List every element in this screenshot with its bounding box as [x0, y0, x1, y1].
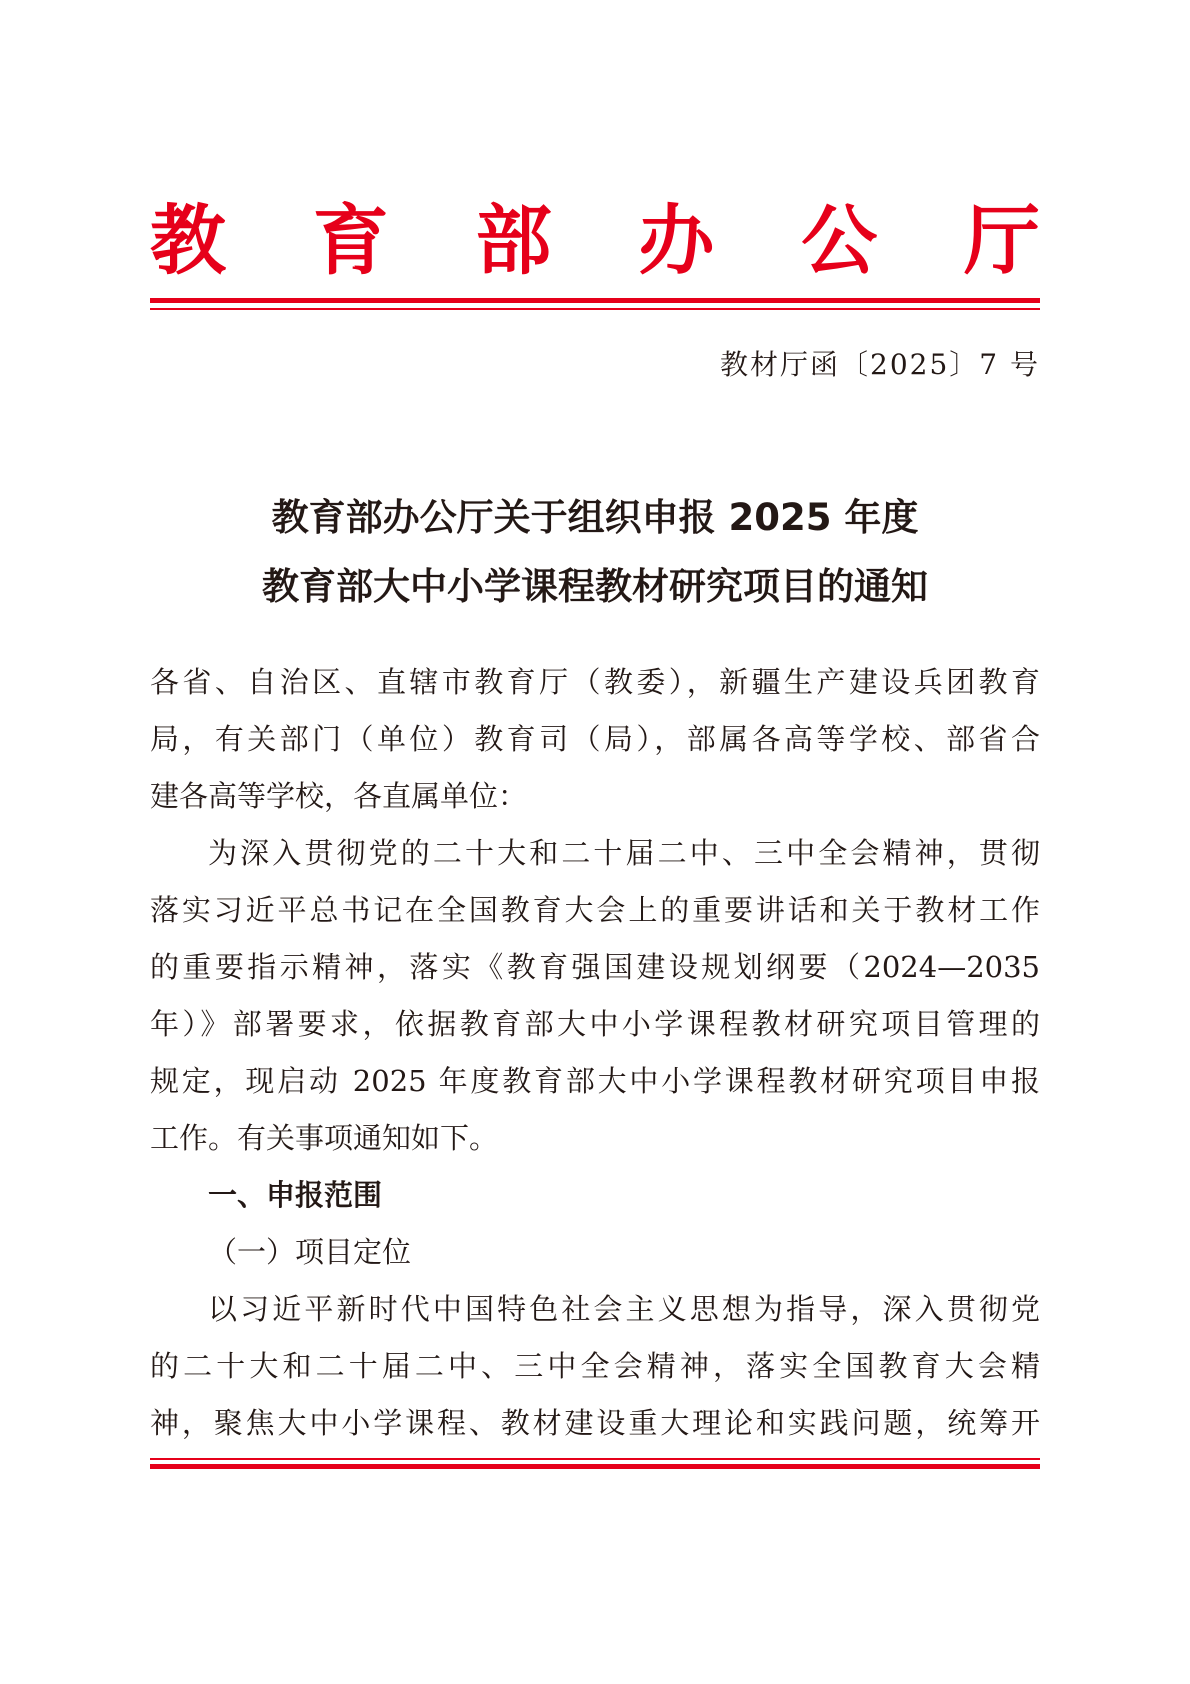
document-title-line-2: 教育部大中小学课程教材研究项目的通知: [262, 565, 928, 608]
recipients-line: 各省、自治区、直辖市教育厅（教委），新疆生产建设兵团教育: [150, 665, 1040, 699]
header-red-rule-thick: [150, 298, 1040, 303]
masthead-char: 公: [801, 196, 878, 285]
intro-line: 规定，现启动 2025 年度教育部大中小学课程教材研究项目申报: [150, 1064, 1040, 1098]
intro-line: 为深入贯彻党的二十大和二十届二中、三中全会精神，贯彻: [208, 836, 1040, 870]
intro-line: 落实习近平总书记在全国教育大会上的重要讲话和关于教材工作: [150, 893, 1040, 927]
document-number: 教材厅函〔2025〕7 号: [720, 348, 1040, 381]
intro-line: 年）》部署要求，依据教育部大中小学课程教材研究项目管理的: [150, 1007, 1040, 1041]
footer-red-rule-thick: [150, 1464, 1040, 1469]
positioning-line: 的二十大和二十届二中、三中全会精神，落实全国教育大会精: [150, 1349, 1040, 1383]
section-heading: 一、申报范围: [208, 1178, 383, 1212]
masthead-char: 办: [638, 196, 715, 285]
masthead-char: 厅: [963, 196, 1040, 285]
footer-red-rule-thin: [150, 1458, 1040, 1460]
masthead-char: 部: [475, 196, 552, 285]
intro-line: 的重要指示精神，落实《教育强国建设规划纲要（2024—2035: [150, 950, 1040, 984]
masthead-char: 育: [312, 196, 389, 285]
intro-line: 工作。有关事项通知如下。: [150, 1121, 499, 1155]
masthead-char: 教: [150, 196, 226, 285]
header-red-rule-thin: [150, 308, 1040, 310]
recipients-line: 局，有关部门（单位）教育司（局），部属各高等学校、部省合: [150, 722, 1040, 756]
positioning-line: 神，聚焦大中小学课程、教材建设重大理论和实践问题，统筹开: [150, 1406, 1040, 1440]
recipients-line: 建各高等学校，各直属单位：: [150, 779, 528, 813]
subsection-heading: （一）项目定位: [208, 1235, 412, 1269]
masthead-title: [150, 196, 1040, 286]
positioning-line: 以习近平新时代中国特色社会主义思想为指导，深入贯彻党: [208, 1292, 1040, 1326]
document-title-line-1: 教育部办公厅关于组织申报 2025 年度: [271, 496, 919, 539]
